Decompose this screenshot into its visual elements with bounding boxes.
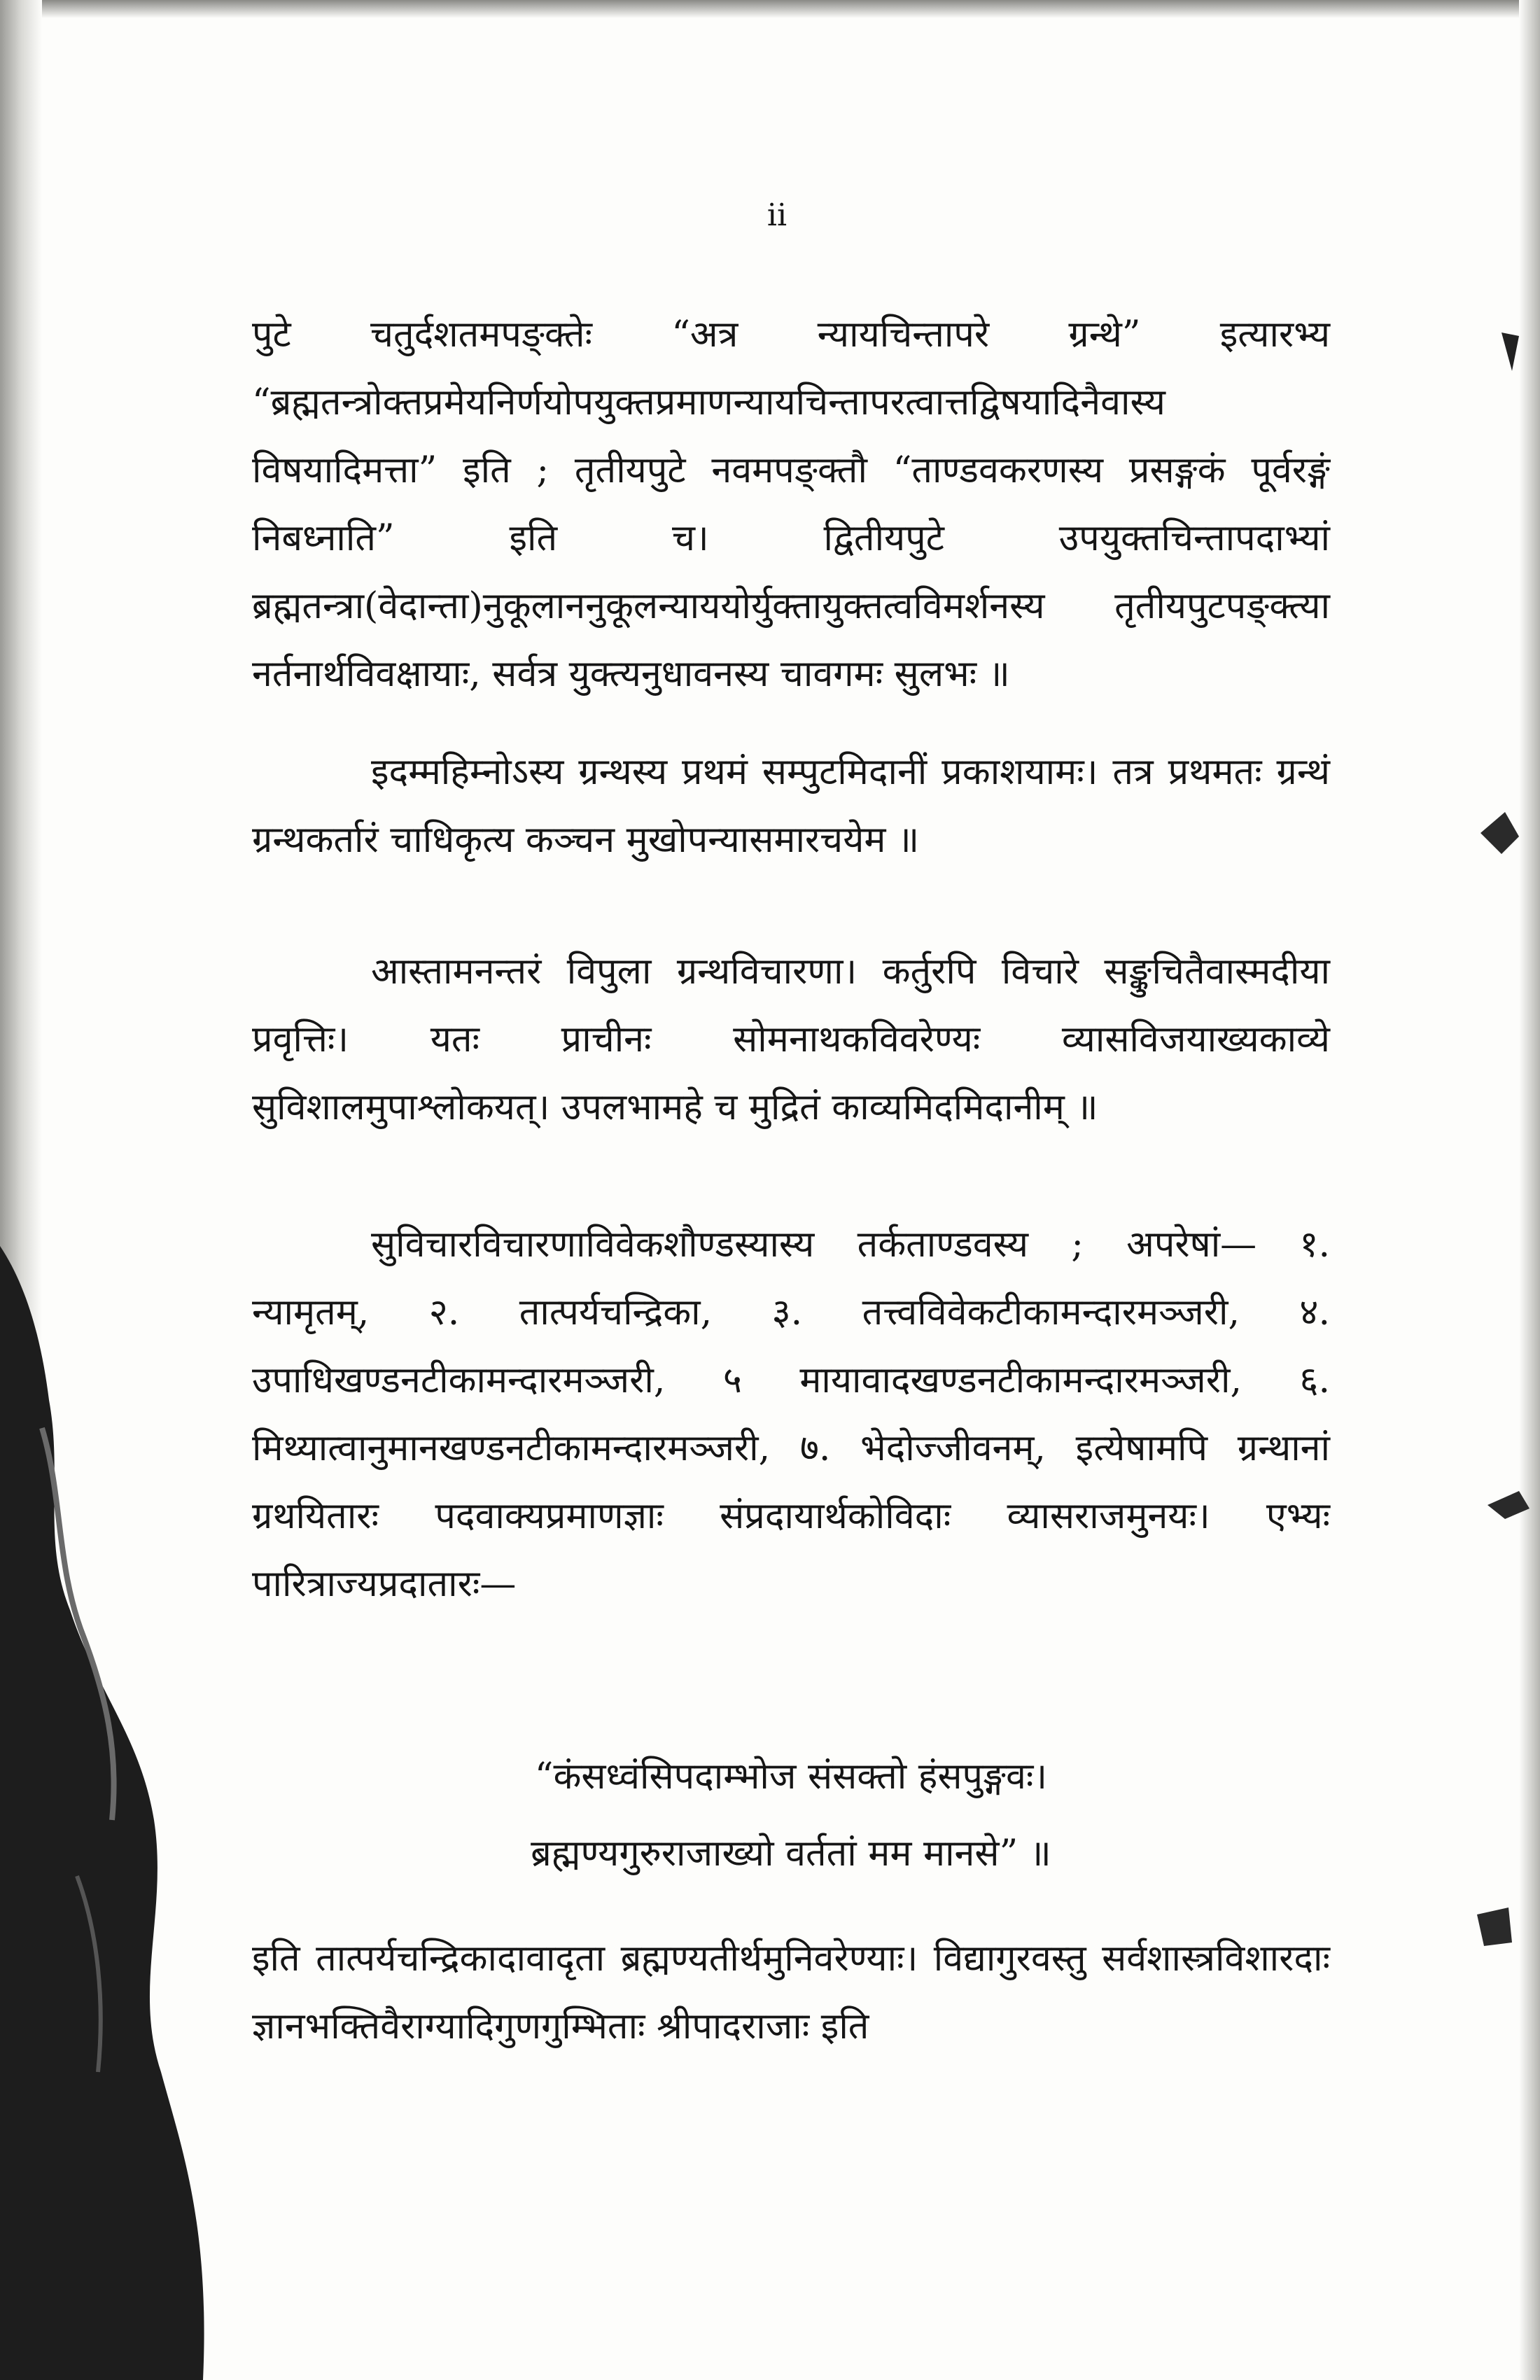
margin-ink-mark xyxy=(1477,805,1526,861)
verse-line-2: ब्रह्मण्यगुरुराजाख्यो वर्ततां मम मानसे” ॥ xyxy=(531,1833,1051,1875)
verse-line-1: “कंसध्वंसिपदाम्भोज संसक्तो हंसपुङ्गवः। xyxy=(534,1756,1048,1798)
torn-binding-damage xyxy=(0,1246,231,2380)
paragraph-5: इति तात्पर्यचन्द्रिकादावादृता ब्रह्मण्यतीर्थमुनिवरेण्याः। विद्यागुरवस्तु सर्वशास्त्रविशारदाः ज्ञानभक्तिवैराग्यादिगुणगुम्भिताः श्रीपादराजाः इति xyxy=(252,1938,1330,2047)
page-top-edge-shadow xyxy=(0,0,1540,18)
margin-ink-mark xyxy=(1470,1904,1519,1953)
paragraph-4: सुविचारविचारणाविवेकशौण्डस्यास्य तर्कताण्डवस्य ; अपरेषां— १. न्यामृतम्, २. तात्पर्यचन्द्रिका, ३. तत्त्वविवेकटीकामन्दारमञ्जरी, ४. उपाधिखण्डनटीकामन्दारमञ्जरी, ५ मायावादखण्डनटीकामन्दारमञ्जरी, ६. मिथ्यात्वानुमानखण्डनटीकामन्दारमञ्जरी, ७. भेदोज्जीवनम्, इत्येषामपि ग्रन्थानां ग्रथयितारः पदवाक्यप्रमाणज्ञाः संप्रदायार्थकोविदाः व्यासराजमुनयः। एभ्यः पारित्राज्यप्रदातारः— xyxy=(252,1224,1330,1605)
paragraph-1: पुटे चतुर्दशतमपङ्क्तेः “अत्र न्यायचिन्तापरे ग्रन्थे” इत्यारभ्य “ब्रह्मतन्त्रोक्तप्रमेयनिर्णयोपयुक्तप्रमाणन्यायचिन्तापरत्वात्तद्विषयादिनैवास्य विषयादिमत्ता” इति ; तृतीयपुटे नवमपङ्क्तौ “ताण्डवकरणस्य प्रसङ्गकं पूर्वरङ्गं निबध्नाति” इति च। द्वितीयपुटे उपयुक्तचिन्तापदाभ्यां ब्रह्मतन्त्रा(वेदान्ता)नुकूलाननुकूलन्याययोर्युक्तायुक्तत्वविमर्शनस्य तृतीयपुटपङ्क्त्या नर्तनार्थविवक्षायाः, सर्वत्र युक्त्यनुधावनस्य चावगमः सुलभः ॥ xyxy=(252,314,1330,695)
paragraph-2: इदम्महिम्नोऽस्य ग्रन्थस्य प्रथमं सम्पुटमिदानीं प्रकाशयामः। तत्र प्रथमतः ग्रन्थं ग्रन्थकर्तारं चाधिकृत्य कञ्चन मुखोपन्यासमारचयेम ॥ xyxy=(252,751,1330,861)
margin-ink-mark xyxy=(1498,329,1526,378)
paragraph-3: आस्तामनन्तरं विपुला ग्रन्थविचारणा। कर्तुरपि विचारे सङ्कुचितैवास्मदीया प्रवृत्तिः। यतः प्राचीनः सोमनाथकविवरेण्यः व्यासविजयाख्यकाव्ये सुविशालमुपाश्लोकयत्। उपलभामहे च मुद्रितं काव्यमिदमिदानीम् ॥ xyxy=(252,951,1330,1128)
margin-ink-mark xyxy=(1484,1484,1533,1526)
folio-number: ii xyxy=(766,197,788,233)
